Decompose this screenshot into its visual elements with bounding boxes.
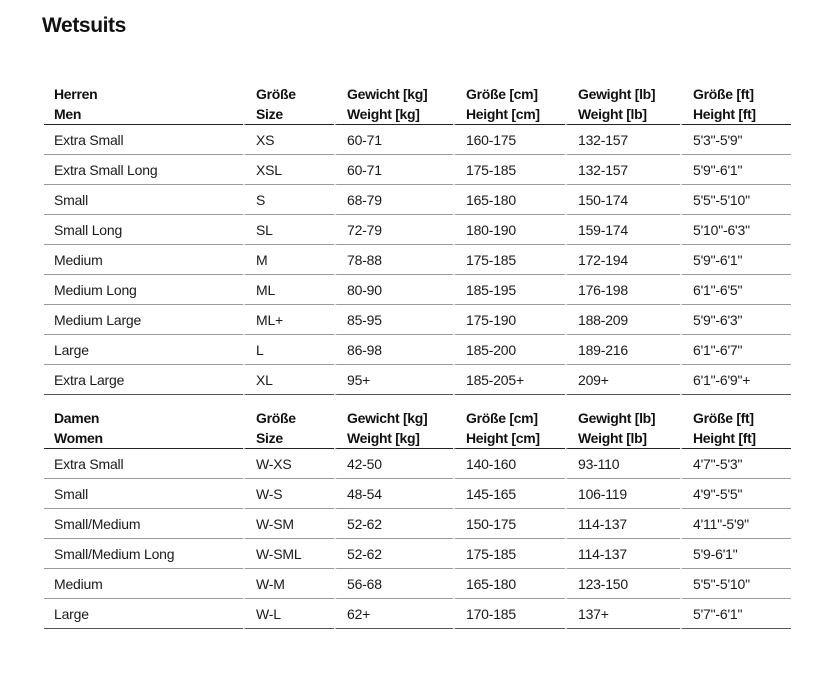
- table-cell: 209+: [565, 365, 680, 395]
- table-cell: 5'7"-6'1": [680, 599, 791, 629]
- table-cell: 62+: [334, 599, 453, 629]
- table-row: [44, 365, 791, 395]
- table-row: [44, 509, 791, 539]
- table-cell: 5'9-6'1": [680, 539, 791, 569]
- table-row: [44, 155, 791, 185]
- women-size-table: [44, 408, 791, 629]
- table-cell: 42-50: [334, 449, 453, 479]
- table-cell: W-M: [243, 569, 334, 599]
- table-cell: Extra Small: [44, 125, 243, 155]
- table-cell: 114-137: [565, 539, 680, 569]
- women-table-body: [44, 449, 791, 629]
- table-row: [44, 569, 791, 599]
- column-header: Herren Men: [44, 84, 243, 125]
- table-cell: 189-216: [565, 335, 680, 365]
- table-row: [44, 305, 791, 335]
- table-cell: 48-54: [334, 479, 453, 509]
- table-cell: 114-137: [565, 509, 680, 539]
- table-cell: 4'11"-5'9": [680, 509, 791, 539]
- table-cell: 165-180: [453, 569, 565, 599]
- table-cell: 60-71: [334, 155, 453, 185]
- table-cell: 140-160: [453, 449, 565, 479]
- table-cell: ML: [243, 275, 334, 305]
- table-header-row: [44, 84, 791, 125]
- table-cell: Medium: [44, 245, 243, 275]
- table-row: [44, 449, 791, 479]
- column-header: Gewicht [kg] Weight [kg]: [334, 84, 453, 125]
- men-size-table: [44, 84, 791, 395]
- table-cell: 72-79: [334, 215, 453, 245]
- table-cell: 5'9"-6'3": [680, 305, 791, 335]
- table-cell: 132-157: [565, 155, 680, 185]
- column-header: Gewight [lb] Weight [lb]: [565, 84, 680, 125]
- table-cell: 132-157: [565, 125, 680, 155]
- table-cell: 5'9"-6'1": [680, 245, 791, 275]
- table-cell: Small/Medium: [44, 509, 243, 539]
- table-cell: 172-194: [565, 245, 680, 275]
- table-cell: 5'3"-5'9": [680, 125, 791, 155]
- table-cell: 78-88: [334, 245, 453, 275]
- table-row: [44, 335, 791, 365]
- table-cell: 150-174: [565, 185, 680, 215]
- table-cell: Medium Long: [44, 275, 243, 305]
- column-header: Gewight [lb] Weight [lb]: [565, 408, 680, 449]
- table-cell: XL: [243, 365, 334, 395]
- table-cell: 56-68: [334, 569, 453, 599]
- table-row: [44, 125, 791, 155]
- table-cell: 160-175: [453, 125, 565, 155]
- men-table-body: [44, 125, 791, 395]
- table-cell: 4'9"-5'5": [680, 479, 791, 509]
- table-cell: 106-119: [565, 479, 680, 509]
- table-cell: 185-195: [453, 275, 565, 305]
- table-cell: 80-90: [334, 275, 453, 305]
- table-cell: S: [243, 185, 334, 215]
- table-cell: 175-185: [453, 245, 565, 275]
- table-cell: Small Long: [44, 215, 243, 245]
- column-header: Gewicht [kg] Weight [kg]: [334, 408, 453, 449]
- table-cell: 175-185: [453, 539, 565, 569]
- table-cell: XS: [243, 125, 334, 155]
- table-header-row: [44, 408, 791, 449]
- table-row: [44, 539, 791, 569]
- table-cell: 85-95: [334, 305, 453, 335]
- table-cell: XSL: [243, 155, 334, 185]
- table-cell: W-SM: [243, 509, 334, 539]
- table-row: [44, 599, 791, 629]
- table-cell: 6'1"-6'5": [680, 275, 791, 305]
- table-cell: Large: [44, 599, 243, 629]
- table-cell: 6'1"-6'7": [680, 335, 791, 365]
- table-row: [44, 275, 791, 305]
- table-cell: Extra Small Long: [44, 155, 243, 185]
- table-cell: ML+: [243, 305, 334, 335]
- table-cell: 6'1"-6'9"+: [680, 365, 791, 395]
- table-cell: W-SML: [243, 539, 334, 569]
- table-cell: W-XS: [243, 449, 334, 479]
- table-cell: 86-98: [334, 335, 453, 365]
- column-header: Größe [cm] Height [cm]: [453, 84, 565, 125]
- table-row: [44, 215, 791, 245]
- table-cell: 60-71: [334, 125, 453, 155]
- table-cell: 175-185: [453, 155, 565, 185]
- table-cell: 123-150: [565, 569, 680, 599]
- table-cell: 52-62: [334, 509, 453, 539]
- table-cell: Medium: [44, 569, 243, 599]
- table-cell: 5'10"-6'3": [680, 215, 791, 245]
- table-cell: Medium Large: [44, 305, 243, 335]
- table-row: [44, 479, 791, 509]
- table-cell: W-L: [243, 599, 334, 629]
- column-header: Größe [ft] Height [ft]: [680, 408, 791, 449]
- table-cell: 145-165: [453, 479, 565, 509]
- table-cell: 68-79: [334, 185, 453, 215]
- table-cell: L: [243, 335, 334, 365]
- table-row: [44, 245, 791, 275]
- table-cell: 137+: [565, 599, 680, 629]
- table-cell: Small: [44, 185, 243, 215]
- table-cell: 4'7"-5'3": [680, 449, 791, 479]
- table-cell: Small/Medium Long: [44, 539, 243, 569]
- table-cell: 5'9"-6'1": [680, 155, 791, 185]
- table-cell: M: [243, 245, 334, 275]
- table-cell: 185-205+: [453, 365, 565, 395]
- table-cell: 159-174: [565, 215, 680, 245]
- table-cell: 150-175: [453, 509, 565, 539]
- table-cell: Extra Small: [44, 449, 243, 479]
- column-header: Damen Women: [44, 408, 243, 449]
- table-cell: 175-190: [453, 305, 565, 335]
- table-cell: SL: [243, 215, 334, 245]
- table-cell: Extra Large: [44, 365, 243, 395]
- table-cell: 180-190: [453, 215, 565, 245]
- table-cell: Small: [44, 479, 243, 509]
- table-cell: 188-209: [565, 305, 680, 335]
- table-cell: 170-185: [453, 599, 565, 629]
- table-cell: W-S: [243, 479, 334, 509]
- table-cell: 95+: [334, 365, 453, 395]
- table-cell: 165-180: [453, 185, 565, 215]
- table-cell: Large: [44, 335, 243, 365]
- table-cell: 52-62: [334, 539, 453, 569]
- column-header: Größe [ft] Height [ft]: [680, 84, 791, 125]
- page-title: Wetsuits: [42, 14, 126, 37]
- table-cell: 185-200: [453, 335, 565, 365]
- column-header: Größe Size: [243, 408, 334, 449]
- table-cell: 93-110: [565, 449, 680, 479]
- table-cell: 5'5"-5'10": [680, 185, 791, 215]
- table-cell: 176-198: [565, 275, 680, 305]
- column-header: Größe Size: [243, 84, 334, 125]
- table-row: [44, 185, 791, 215]
- column-header: Größe [cm] Height [cm]: [453, 408, 565, 449]
- table-cell: 5'5"-5'10": [680, 569, 791, 599]
